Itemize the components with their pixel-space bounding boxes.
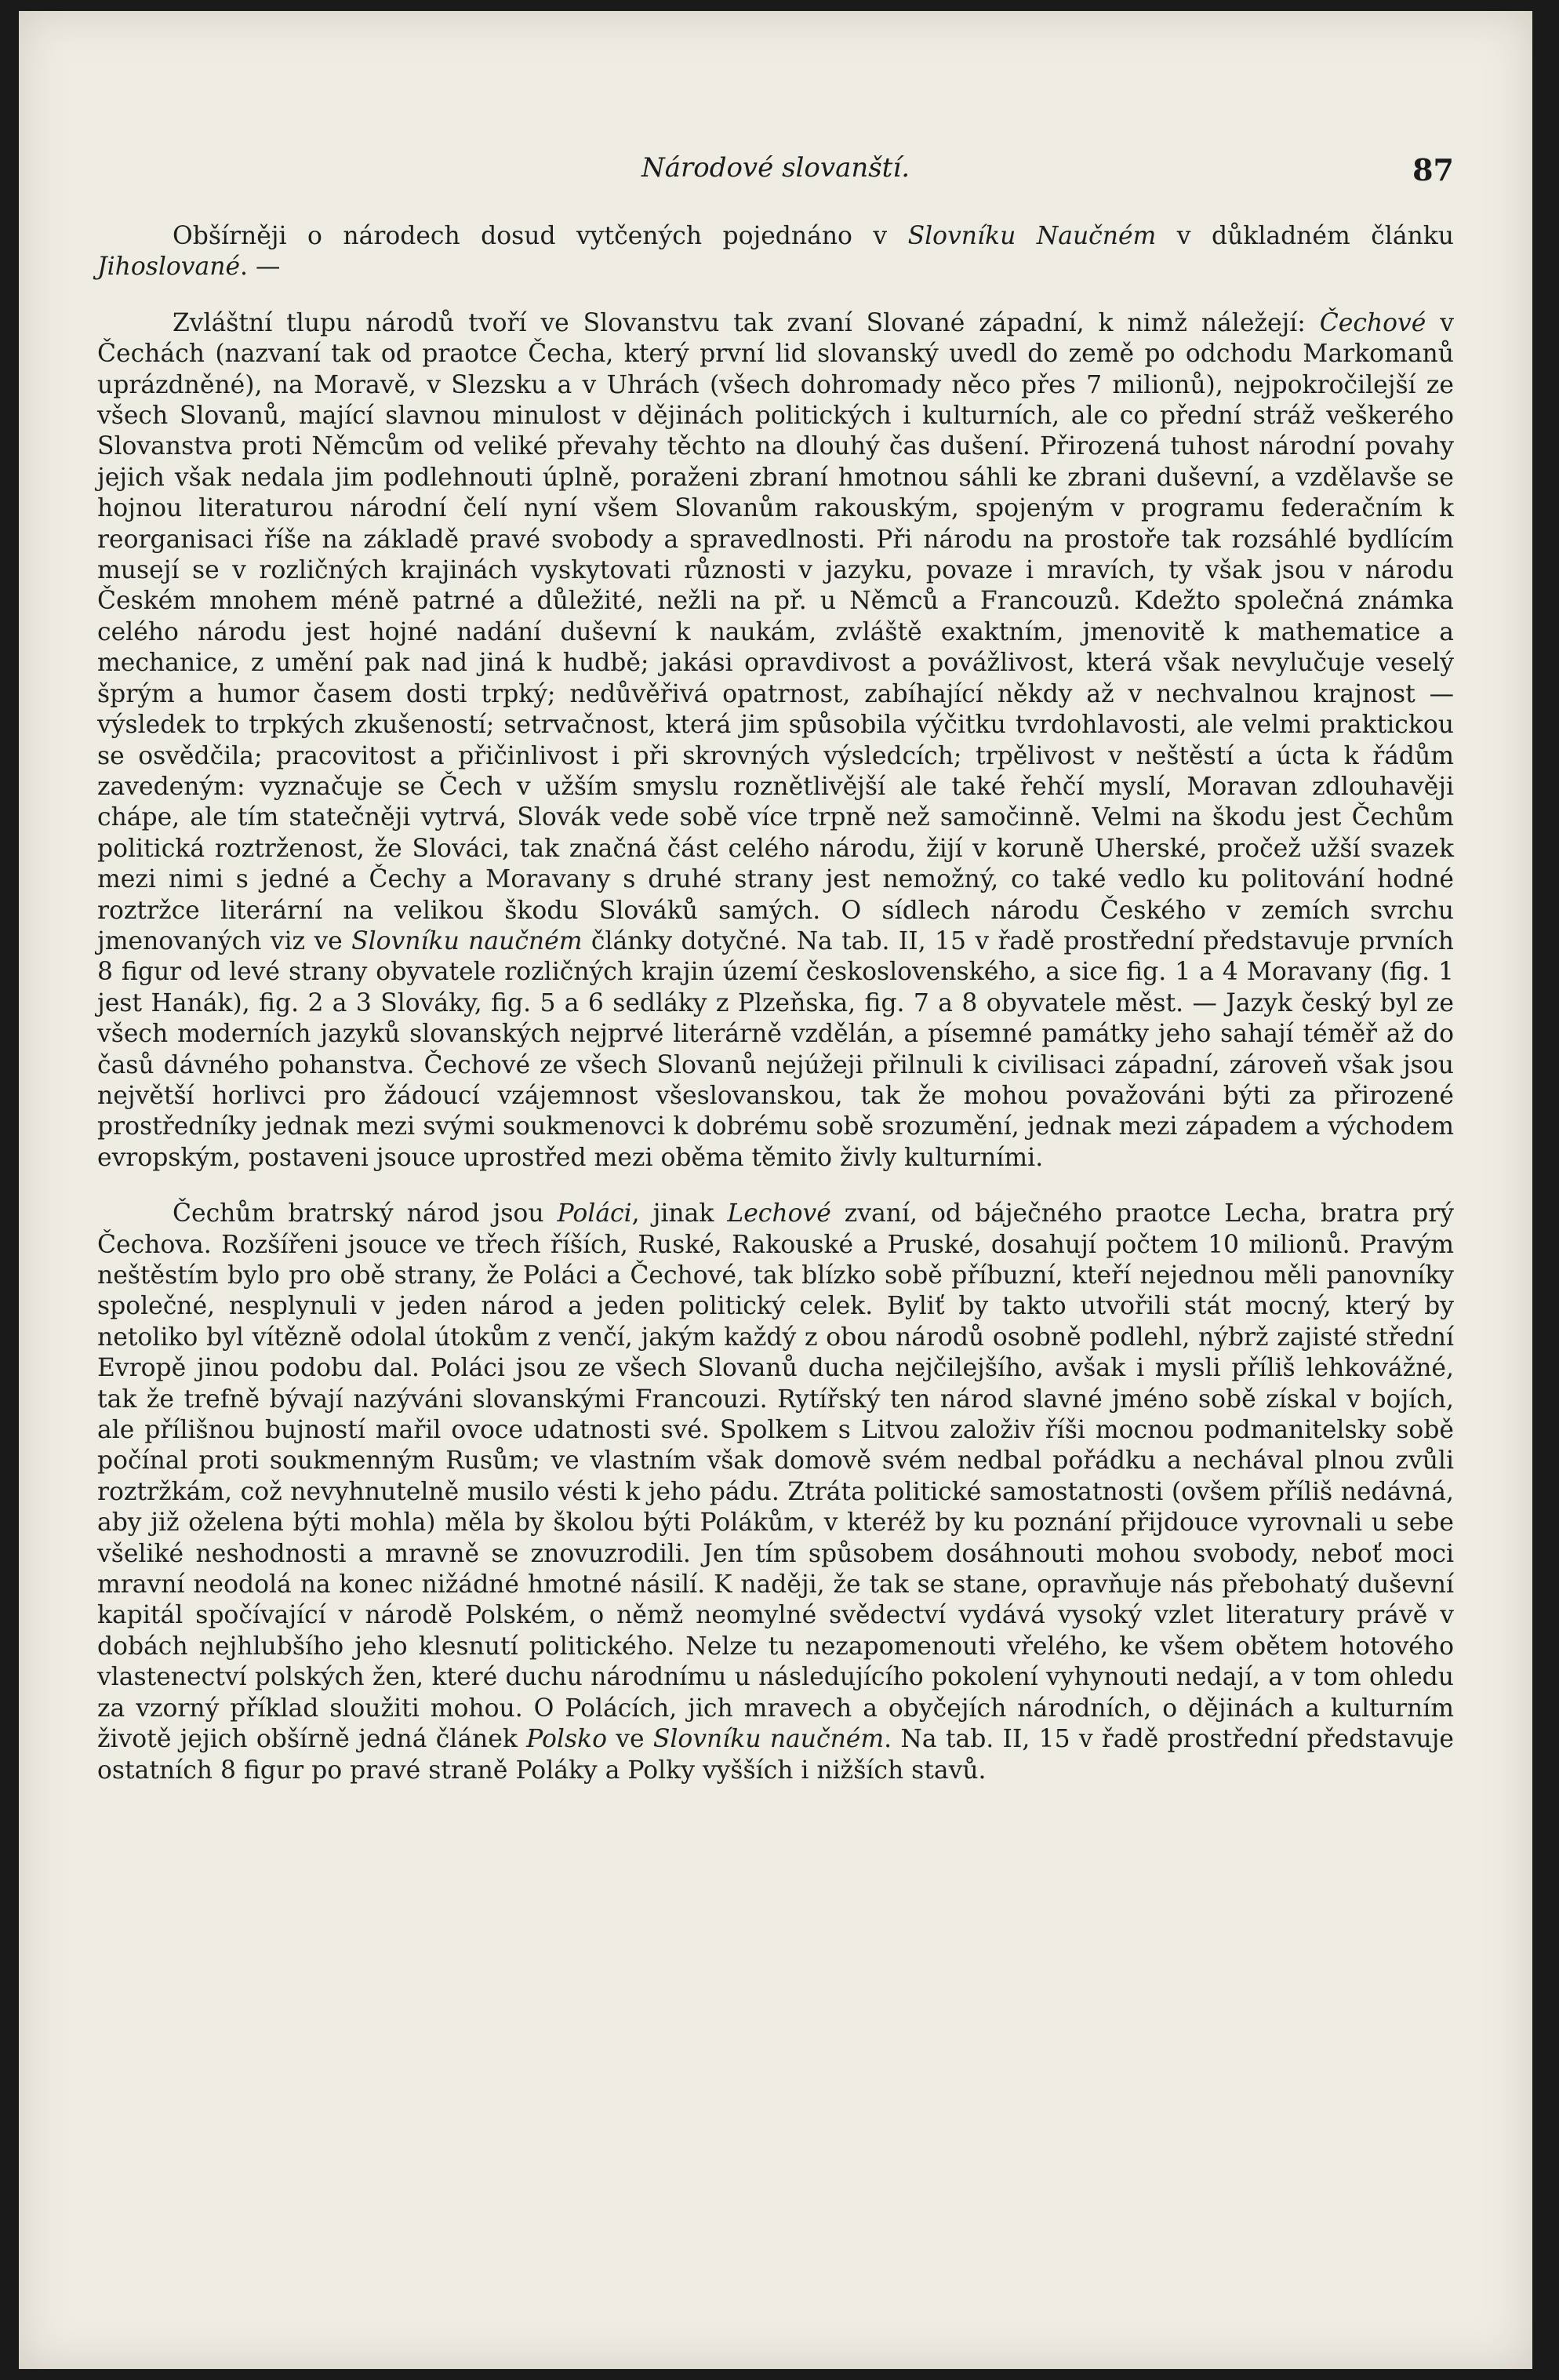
text-run: , jinak (631, 1199, 728, 1228)
body-text (97, 221, 1454, 1786)
italic-term: Čechové (1319, 308, 1426, 337)
italic-term: Lechové (727, 1199, 831, 1228)
text-run: v Čechách (nazvaní tak od praotce Čecha, který první lid slovanský uvedl do země po odchodu Markomanů uprázdněné), na Moravě, v Slezsku a v Uhrách (všech dohromady něco přes 7 milionů), nejpokročilejší ze všech Slovanů, mající slavnou minulost v dějinách politických i kulturních, ale co přední stráž veškerého Slovanstva proti Němcům od veliké převahy těchto na dlouhý čas dušení. Přirozená tuhost národní povahy jejich však nedala jim podlehnouti úplně, poraženi zbraní hmotnou sáhli ke zbrani duševní, a vzdělavše se hojnou literaturou národní čelí nyní všem Slovanům rakouským, spojeným v programu federačním k reorganisaci říše na základě pravé svobody a spravedlnosti. Při národu na prostoře tak rozsáhlé bydlícím musejí se v rozličných krajinách vyskytovati různosti v jazyku, povaze i mravích, ty však jsou v národu Českém mnohem méně patrné a důležité, nežli na př. u Němců a Francouzů. Kdežto společná známka celého národu jest hojné nadání duševní k naukám, zvláště exaktním, jmenovitě k mathematice a mechanice, z umění pak nad jiná k hudbě; jakási opravdivost a povážlivost, která však nevylučuje veselý šprým a humor časem dosti trpký; nedůvěřivá opatrnost, zabíhající někdy až v nechvalnou krajnost — výsledek to trpkých zkušeností; setrvačnost, která jim spůsobila výčitku tvrdohlavosti, ale velmi praktickou se osvědčila; pracovitost a přičinlivost i při skrovných výsledcích; trpělivost v neštěstí a úcta k řádům zavedeným: vyznačuje se Čech v užším smyslu roznětlivější ale také řehčí myslí, Moravan zdlouhavěji chápe, ale tím statečněji vytrvá, Slovák vede sobě více trpně než samočinně. Velmi na škodu jest Čechům politická roztrženost, že Slováci, tak značná část celého národu, žijí v koruně Uherské, pročež užší svazek mezi nimi s jedné a Čechy a Moravany s druhé strany jest nemožný, co také vedlo ku politování hodné roztržce literární na velikou škodu Slováků samých. O sídlech národu Českého v zemích svrchu jmenovaných viz ve (97, 308, 1454, 955)
text-run: Čechům bratrský národ jsou (173, 1199, 558, 1228)
text-run: ve (606, 1725, 653, 1754)
text-run: zvaní, od báječného praotce Lecha, bratra prý Čechova. Rozšířeni jsouce ve třech říších, Ruské, Rakouské a Pruské, dosahují počtem 10 milionů. Pravým neštěstím bylo pro obě strany, že Poláci a Čechové, tak blízko sobě příbuzní, kteří nejednou měli panovníky společné, nesplynuli v jeden národ a jeden politický celek. Byliť by takto utvořili stát mocný, který by netoliko byl vítězně odolal útokům z venčí, jakým každý z obou národů osobně podlehl, nýbrž zajisté střední Evropě jinou podobu dal. Poláci jsou ze všech Slovanů ducha nejčilejšího, avšak i mysli příliš lehkovážné, tak že trefně bývají nazýváni slovanskými Francouzi. Rytířský ten národ slavné jméno sobě získal v bojích, ale přílišnou bujností mařil ovoce udatnosti své. Spolkem s Litvou založiv říši mocnou podmanitelsky sobě počínal proti soukmenným Rusům; ve vlastním však domově svém nedbal pořádku a nechával plnou zvůli roztržkám, což nevyhnutelně musilo vésti k jeho pádu. Ztráta politické samostatnosti (ovšem příliš nedávná, aby již oželena býti mohla) měla by školou býti Polákům, v kteréž by ku poznání přijdouce vyrovnali u sebe všeliké neshodnosti a mravně se znovuzrodili. Jen tím spůsobem dosáhnouti mohou svobody, neboť moci mravní neodolá na konec nižádné hmotné násilí. K naději, že tak se stane, opravňuje nás přebohatý duševní kapitál spočívající v národě Polském, o němž neomylné svědectví vydává vysoký vzlet literatury právě v dobách nejhlubšího jeho klesnutí politického. Nelze tu nezapomenouti vřelého, ke všem obětem hotového vlastenectví polských žen, které duchu národnímu u následujícího pokolení vyhynouti nedají, a v tom ohledu za vzorný příklad sloužiti mohou. O Polácích, jich mravech a obyčejích národních, o dějinách a kulturním životě jejich obšírně jedná článek (97, 1199, 1454, 1754)
text-run: články dotyčné. Na tab. II, 15 v řadě prostřední představuje prvních 8 figur od levé strany obyvatele rozličných krajin území československého, a sice fig. 1 a 4 Moravany (fig. 1 jest Hanák), fig. 2 a 3 Slováky, fig. 5 a 6 sedláky z Plzeňska, fig. 7 a 8 obyvatele měst. — Jazyk český byl ze všech moderních jazyků slovanských nejprvé literárně vzdělán, a písemné památky jeho sahají téměř až do časů dávného pohanstva. Čechové ze všech Slovanů nejúžeji přilnuli k civilisaci západní, zároveň však jsou největší horlivci pro žádoucí vzájemnost všeslovanskou, tak že mohou považováni býti za přirozené prostředníky jednak mezi svými soukmenovci k dobrému sobě srozumění, jednak mezi západem a východem evropským, postaveni jsouce uprostřed mezi oběma těmito živly kulturními. (97, 926, 1454, 1172)
paragraph-2 (97, 308, 1454, 1174)
book-page (19, 11, 1532, 2369)
italic-term: Polsko (526, 1725, 607, 1754)
paragraph-3 (97, 1199, 1454, 1786)
page-number: 87 (1412, 152, 1454, 187)
italic-term: Slovníku naučném (351, 926, 583, 955)
text-run: v důkladném článku (1156, 222, 1454, 250)
text-run: Zvláštní tlupu národů tvoří ve Slovanstvu tak zvaní Slované západní, k nimž náležejí: (173, 308, 1320, 337)
italic-term: Slovníku naučném (652, 1725, 885, 1754)
text-run: Obšírněji o národech dosud vytčených pojednáno v (173, 222, 908, 250)
paragraph-1 (97, 221, 1454, 283)
text-run: . Na tab. II, 15 v řadě prostřední představuje ostatních 8 figur po pravé straně Poláky a Polky vyšších i nižších stavů. (97, 1725, 1454, 1785)
text-run: . — (240, 253, 281, 282)
italic-term: Slovníku Naučném (907, 222, 1157, 250)
running-title: Národové slovanští. (641, 152, 910, 184)
italic-term: Jihoslované (97, 253, 241, 282)
page-header (97, 152, 1454, 199)
italic-term: Poláci (557, 1199, 632, 1228)
